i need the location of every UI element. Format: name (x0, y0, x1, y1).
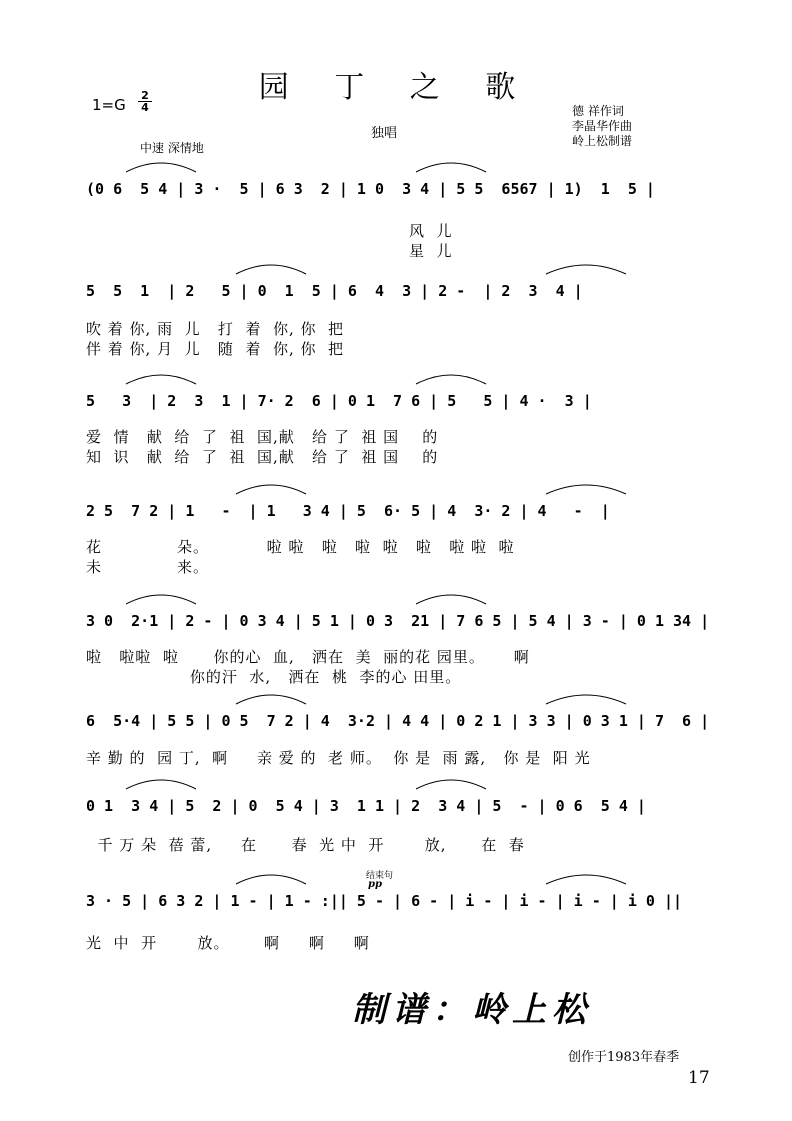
lyrics-line: 啦 啦啦 啦 你的心 血, 洒在 美 丽的花 园里。 啊 (86, 648, 530, 666)
notation-line (86, 270, 716, 312)
notes: 2 5 7 2 | 1 - | 1 3 4 | 5 6· 5 | 4 3· 2 | 4 - | (86, 502, 610, 520)
lyrics-line: 风 儿 (86, 222, 453, 240)
dynamic-marking: pp (368, 879, 382, 890)
notation-line (86, 700, 716, 742)
slur (416, 375, 486, 384)
slur (236, 485, 306, 494)
lyrics-line: 爱 情 献 给 了 祖 国,献 给 了 祖 国 的 (86, 428, 439, 446)
notation-line (86, 785, 716, 827)
arranger-credit: 岭上松制谱 (572, 134, 633, 148)
slur (236, 265, 306, 274)
notes: 0 1 3 4 | 5 2 | 0 5 4 | 3 1 1 | 2 3 4 | 5 - | 0 6 5 4 | (86, 797, 646, 815)
composer-credit: 李晶华作曲 (572, 119, 633, 133)
signature: 制谱：岭上松 (352, 990, 592, 1030)
notes: 5 3 | 2 3 1 | 7· 2 6 | 0 1 7 6 | 5 5 | 4 · 3 | (86, 392, 592, 410)
slur (416, 780, 486, 789)
slur (416, 595, 486, 604)
notes: 5 5 1 | 2 5 | 0 1 5 | 6 4 3 | 2 - | 2 3 4 | (86, 282, 583, 300)
slur-marks (86, 682, 716, 712)
slur-marks (86, 150, 716, 180)
slur-marks (86, 767, 716, 797)
notation-line (86, 168, 716, 210)
slur-marks (86, 582, 716, 612)
notes: 6 5·4 | 5 5 | 0 5 7 2 | 4 3·2 | 4 4 | 0 2 1 | 3 3 | 0 3 1 | 7 6 | (86, 712, 710, 730)
key-signature: 1=G (92, 96, 126, 114)
slur-marks (86, 252, 716, 282)
slur (546, 265, 626, 274)
slur-marks (86, 472, 716, 502)
lyricist-credit: 德 祥作词 (572, 104, 624, 118)
notation-line (86, 380, 716, 422)
notes: 3 · 5 | 6 3 2 | 1 - | 1 - :|| 5 - | 6 - | i - | i - | i - | i 0 || (86, 892, 683, 910)
time-signature-bottom: 4 (138, 101, 152, 113)
lyrics-line: 光 中 开 放。 啊 啊 啊 (86, 934, 370, 952)
lyrics-line: 辛 勤 的 园 丁, 啊 亲 爱 的 老 师。 你 是 雨 露, 你 是 阳 光 (86, 749, 591, 767)
slur (546, 485, 626, 494)
creation-note: 创作于1983年春季 (568, 1050, 680, 1065)
lyrics-line: 花 朵。 啦 啦 啦 啦 啦 啦 啦 啦 啦 (86, 538, 515, 556)
time-signature-top: 2 (141, 89, 149, 102)
time-signature (138, 90, 152, 113)
notes: 3 0 2·1 | 2 - | 0 3 4 | 5 1 | 0 3 21 | 7 6 5 | 5 4 | 3 - | 0 1 34 | (86, 612, 710, 630)
slur (126, 163, 196, 172)
lyrics-line: 吹 着 你, 雨 儿 打 着 你, 你 把 (86, 320, 345, 338)
slur (546, 875, 626, 884)
lyrics-line: 星 儿 (86, 242, 453, 260)
notes: (0 6 5 4 | 3 · 5 | 6 3 2 | 1 0 3 4 | 5 5 6567 | 1) 1 5 | (86, 180, 655, 198)
slur (546, 695, 626, 704)
notation-line (86, 880, 716, 922)
slur (126, 595, 196, 604)
credits (572, 104, 632, 149)
notation-line (86, 600, 716, 642)
slur (236, 695, 306, 704)
lyrics-line: 知 识 献 给 了 祖 国,献 给 了 祖 国 的 (86, 448, 439, 466)
slur-marks (86, 362, 716, 392)
lyrics-line: 伴 着 你, 月 儿 随 着 你, 你 把 (86, 340, 345, 358)
lyrics-line: 千 万 朵 蓓 蕾, 在 春 光 中 开 放, 在 春 (86, 836, 525, 854)
song-title: 园 丁 之 歌 (258, 70, 534, 105)
page-number: 17 (688, 1068, 710, 1088)
lyrics-line: 未 来。 (86, 558, 209, 576)
slur (416, 163, 486, 172)
slur (126, 780, 196, 789)
slur (126, 375, 196, 384)
performance-type: 独唱 (371, 126, 398, 141)
slur-marks (86, 862, 716, 892)
tempo-marking: 中速 深情地 (140, 141, 204, 155)
ending-label: 结束句 (366, 871, 394, 881)
notation-line (86, 490, 716, 532)
lyrics-line: 你的汗 水, 洒在 桃 李的心 田里。 (86, 668, 462, 686)
slur (236, 875, 306, 884)
